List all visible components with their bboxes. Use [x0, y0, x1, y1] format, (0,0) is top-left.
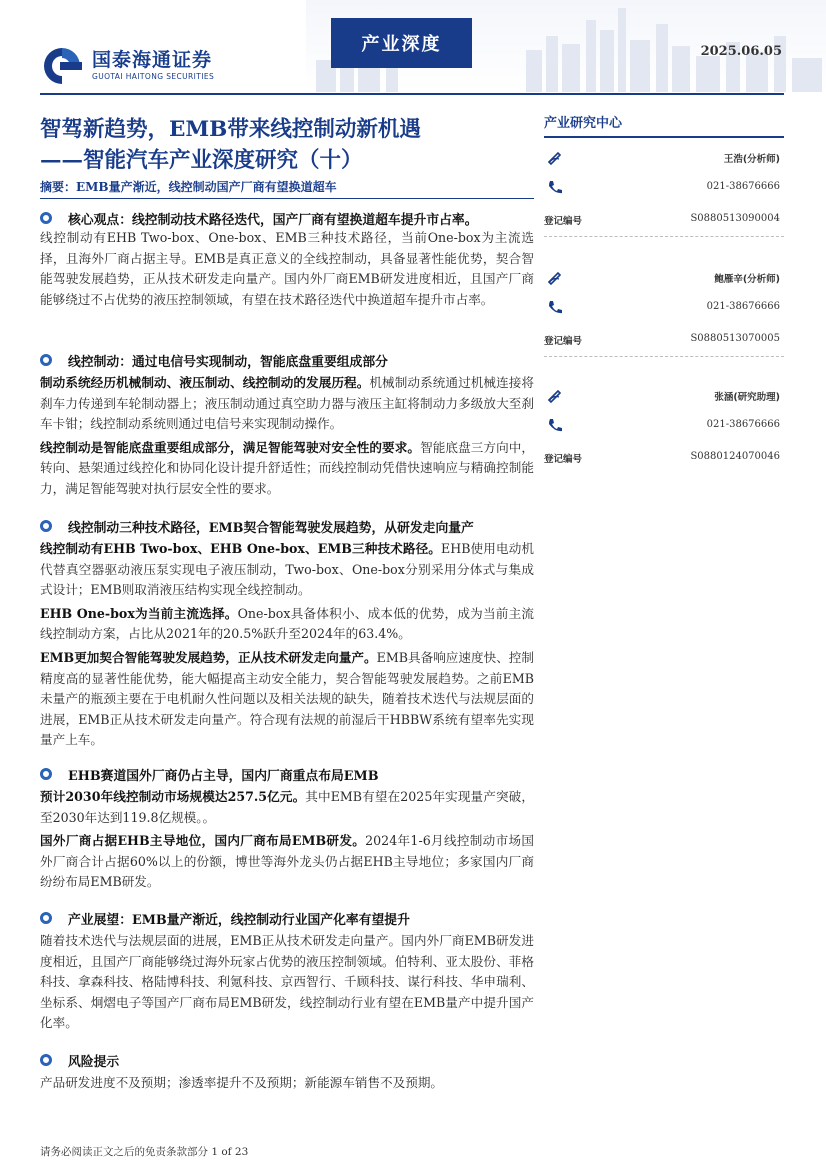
report-title: 智驾新趋势，EMB带来线控制动新机遇: [40, 117, 421, 142]
section-outlook: [40, 908, 534, 1034]
analyst-phone: 021-38676666: [706, 301, 780, 312]
section-paragraph: 国外厂商占据EHB主导地位，国内厂商布局EMB研发。2024年1-6月线控制动市场国外厂商合计占据60%以上的份额，博世等海外龙头仍占据EHB主导地位；多家国内厂商纷纷布局EMB研发。: [40, 833, 534, 890]
pen-icon: [546, 268, 564, 286]
sidebar-title: 产业研究中心: [544, 116, 623, 131]
summary-line: 摘要：EMB量产渐近，线控制动国产厂商有望换道超车: [40, 180, 337, 194]
section-paragraph: 预计2030年线控制动市场规模达257.5亿元。其中EMB有望在2025年实现量产突破，至2030年达到119.8亿规模。。: [40, 789, 534, 825]
analyst-name: 王浩(分析师): [723, 154, 780, 165]
section-heading: 产业展望：EMB量产渐近，线控制动行业国产化率有望提升: [68, 912, 410, 928]
logo-chinese-name: 国泰海通证券: [92, 49, 213, 72]
registration-label: 登记编号: [544, 216, 583, 227]
section-heading: 风险提示: [68, 1054, 120, 1070]
section-tech-routes: [40, 516, 534, 751]
section-paragraph: 随着技术迭代与法规层面的进展，EMB正从技术研发走向量产。国内外厂商EMB研发进度相近，且国产厂商能够绕过海外玩家占优势的液压控制领域。伯特利、亚太股份、菲格科技、拿森科技、格陆博科技、利氪科技、京西智行、千顾科技、谋行科技、华申瑞利、坐标系、炯熠电子等国产厂商布局EMB研发，线控制动行业有望在EMB量产中提升国产化率。: [40, 933, 534, 1031]
phone-icon: [546, 416, 564, 434]
header-divider: [40, 93, 784, 95]
registration-number: S0880124070046: [690, 451, 780, 462]
section-core-view: [40, 208, 534, 310]
section-paragraph: 产品研发进度不及预期；渗透率提升不及预期；新能源车销售不及预期。: [40, 1075, 443, 1090]
analyst-sidebar: [544, 112, 784, 465]
section-bullet-icon: [40, 212, 52, 224]
registration-number: S0880513090004: [690, 213, 780, 224]
section-paragraph: 线控制动有EHB Two-box、One-box、EMB三种技术路径，当前One-box为主流选择，且海外厂商占据主导。EMB是真正意义的全线控制动，具备显著性能优势，契合智能驾驶发展趋势，正从技术研发走向量产。国内外厂商EMB研发进度相近，且国产厂商能够绕过不占优势的液压控制领域，有望在技术路径迭代中换道超车提升市占率。: [40, 230, 534, 307]
page-footer: 请务必阅读正文之后的免责条款部分 1 of 23: [40, 1146, 249, 1158]
section-bullet-icon: [40, 912, 52, 924]
report-type-tag: 产业深度: [331, 18, 472, 68]
section-market-landscape: [40, 764, 534, 893]
section-paragraph: 线控制动是智能底盘重要组成部分，满足智能驾驶对安全性的要求。智能底盘三方向中，转向、悬架通过线控化和协同化设计提升舒适性；而线控制动凭借快速响应与精确控制能力，满足智能驾驶对执行层安全性的要求。: [40, 439, 535, 496]
company-logo: [40, 46, 214, 86]
section-heading: EHB赛道国外厂商仍占主导，国内厂商重点布局EMB: [68, 768, 379, 784]
sidebar-divider: [544, 136, 784, 138]
section-bullet-icon: [40, 1054, 52, 1066]
sidebar-separator: [544, 236, 784, 237]
page-header: [0, 0, 826, 96]
section-paragraph: EHB One-box为当前主流选择。One-box具备体积小、成本低的优势，成为当前主流线控制动方案，占比从2021年的20.5%跃升至2024年的63.4%。: [40, 605, 535, 642]
analyst-phone: 021-38676666: [706, 419, 780, 430]
section-heading: 线控制动三种技术路径，EMB契合智能驾驶发展趋势，从研发走向量产: [68, 520, 474, 536]
section-paragraph: 制动系统经历机械制动、液压制动、线控制动的发展历程。机械制动系统通过机械连接将刹车力传递到车轮制动器上；液压制动通过真空助力器与液压主缸将制动力多级放大至刹车卡钳；线控制动系统则通过电信号来实现制动操作。: [40, 375, 535, 432]
section-heading: 线控制动：通过电信号实现制动，智能底盘重要组成部分: [68, 354, 388, 370]
section-bullet-icon: [40, 768, 52, 780]
pen-icon: [546, 148, 564, 166]
sidebar-separator: [544, 356, 784, 357]
logo-english-name: GUOTAI HAITONG SECURITIES: [92, 72, 215, 82]
registration-label: 登记编号: [544, 336, 583, 347]
registration-label: 登记编号: [544, 454, 583, 465]
registration-number: S0880513070005: [690, 333, 780, 344]
section-bullet-icon: [40, 354, 52, 366]
section-paragraph: 线控制动有EHB Two-box、EHB One-box、EMB三种技术路径。EHB使用电动机代替真空器驱动液压泵实现电子液压制动，Two-box、One-box分别采用分体式与集成式设计；EMB则取消液压结构实现全线控制动。: [40, 541, 534, 598]
analyst-name: 鲍雁辛(分析师): [714, 274, 780, 285]
section-paragraph: EMB更加契合智能驾驶发展趋势，正从技术研发走向量产。EMB具备响应速度快、控制精度高的显著性能优势，能大幅提高主动安全能力，契合智能驾驶发展趋势。之前EMB未量产的瓶颈主要在于电机耐久性问题以及相关法规的缺失，随着技术迭代与法规层面的进展，EMB正从技术研发走向量产。符合现有法规的前湿后干HBBW系统有望率先实现量产上车。: [40, 649, 535, 748]
section-bullet-icon: [40, 520, 52, 532]
analyst-phone: 021-38676666: [706, 181, 780, 192]
logo-mark-icon: [40, 46, 84, 86]
analyst-name: 张涵(研究助理): [714, 392, 780, 403]
section-risk: [40, 1050, 534, 1094]
report-subtitle: ——智能汽车产业深度研究（十）: [40, 148, 363, 173]
title-divider: [40, 198, 534, 199]
pen-icon: [546, 386, 564, 404]
phone-icon: [546, 298, 564, 316]
section-brake-by-wire: [40, 350, 534, 500]
section-heading: 核心观点：线控制动技术路径迭代，国产厂商有望换道超车提升市占率。: [68, 212, 478, 228]
phone-icon: [546, 178, 564, 196]
report-date: 2025.06.05: [700, 44, 782, 59]
